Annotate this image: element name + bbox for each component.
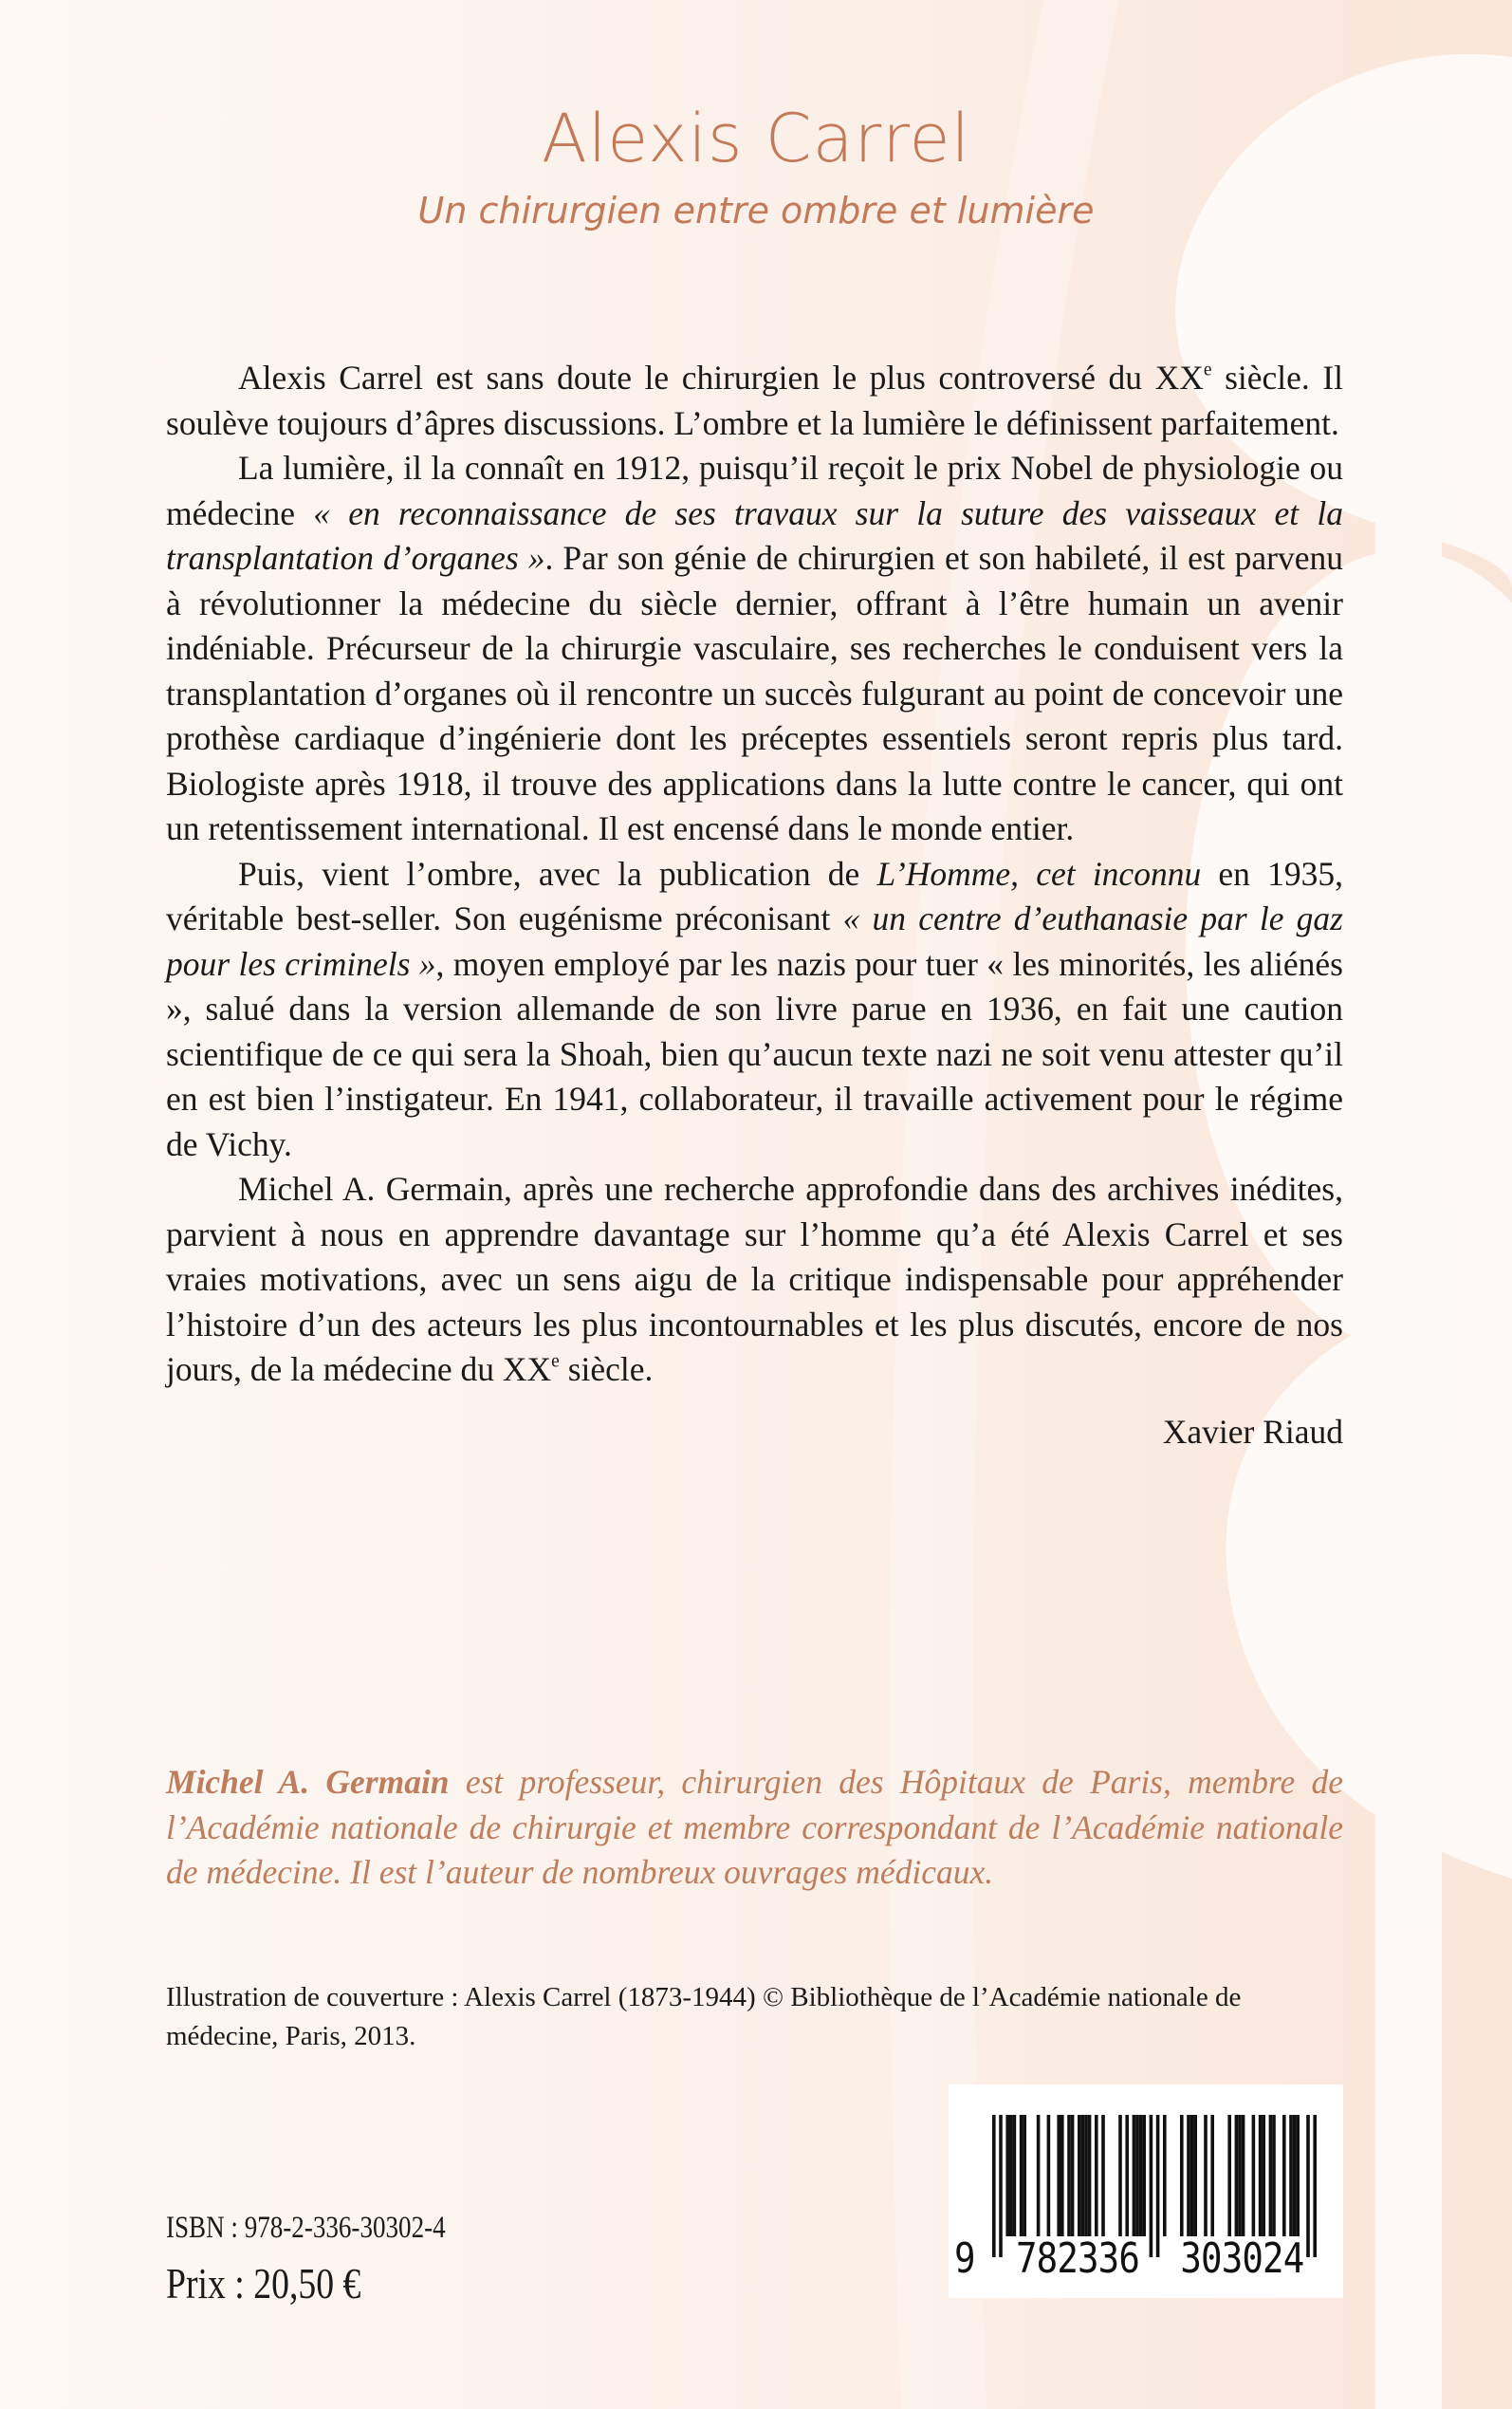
bio-text: est professeur, chirurgien des Hôpitaux de Paris, membre de l’Académie nationale de chirurgie et membre correspondant de l’Académie nationale de médecine. Il est l’auteur de nombreux ouvrages médicaux. xyxy=(166,1763,1343,1891)
quote: « un centre d’euthanasie par le gaz pour les criminels » xyxy=(166,899,1343,983)
superscript: e xyxy=(551,1351,560,1372)
barcode-bar xyxy=(1009,2115,1013,2236)
barcode-bar xyxy=(1020,2115,1023,2236)
barcode-bar xyxy=(1088,2115,1092,2236)
barcode-bar xyxy=(1133,2115,1136,2236)
cover-credit: Illustration de couverture : Alexis Carrel (1873-1944) © Bibliothèque de l’Académie nationale de médecine, Paris, 2013. xyxy=(166,1982,1242,2051)
barcode-bar xyxy=(1296,2115,1300,2236)
barcode-bar xyxy=(1135,2115,1139,2236)
barcode-bar xyxy=(1187,2115,1190,2236)
author-name: Michel A. Germain xyxy=(166,1763,450,1801)
nobel-quote: « en reconnaissance de ses travaux sur la suture des vaisseaux et la transplantation d’organes » xyxy=(166,493,1343,577)
barcode-bar xyxy=(1190,2115,1194,2236)
superscript: e xyxy=(1203,360,1212,380)
barcode-left-digits: 782336 xyxy=(1016,2234,1140,2283)
author-bio xyxy=(166,1760,1343,1896)
barcode-bar xyxy=(1163,2115,1167,2236)
text: La lumière, il la connaît en 1912, puisqu’il reçoit le prix Nobel de physiologie ou médecine xyxy=(166,449,1343,532)
blurb-paragraph-3 xyxy=(166,852,1343,1168)
barcode-bar xyxy=(1180,2115,1184,2236)
book-subtitle: Un chirurgien entre ombre et lumière xyxy=(417,190,1095,232)
barcode-bar xyxy=(1057,2115,1060,2236)
barcode-digits xyxy=(954,2234,1303,2283)
barcode-bar xyxy=(1005,2115,1009,2236)
barcode-bar xyxy=(1293,2115,1297,2236)
barcode xyxy=(949,2085,1343,2298)
barcode-bar xyxy=(1118,2115,1122,2236)
isbn: ISBN : 978-2-336-30302-4 xyxy=(166,2211,446,2245)
barcode-bar xyxy=(1289,2115,1293,2236)
barcode-bar xyxy=(1313,2115,1317,2257)
barcode-bar xyxy=(1252,2115,1256,2236)
barcode-bar xyxy=(1259,2115,1263,2236)
barcode-bar xyxy=(1013,2115,1017,2236)
barcode-bar xyxy=(1269,2115,1273,2236)
barcode-bar xyxy=(1047,2115,1051,2236)
barcode-bar xyxy=(1272,2115,1276,2236)
price: Prix : 20,50 € xyxy=(166,2259,361,2307)
text: , moyen employé par les nazis pour tuer « les minorités, les aliénés », salué dans la version allemande de son livre parue en 1936, en fait une caution scientifique de ce qui sera la Shoah, bien qu’aucun texte nazi ne soit venu attester qu’il en est bien l’instigateur. En 1941, collaborateur, il travaille activement pour le régime de Vichy. xyxy=(166,944,1343,1163)
text: siècle. Il soulève toujours d’âpres discussions. L’ombre et la lumière le définissent parfaitement. xyxy=(166,359,1343,442)
barcode-bar xyxy=(1078,2115,1081,2236)
blurb-paragraph-4 xyxy=(166,1167,1343,1393)
barcode-bar xyxy=(1023,2115,1026,2236)
barcode-bar xyxy=(1193,2115,1197,2236)
barcode-bar xyxy=(1306,2115,1310,2257)
barcode-bar xyxy=(1227,2115,1231,2236)
barcode-bar xyxy=(1101,2115,1105,2236)
barcode-bar xyxy=(1142,2115,1146,2236)
book-title: Alexis Carrel xyxy=(541,100,971,177)
blurb-paragraph-2 xyxy=(166,446,1343,852)
barcode-bar xyxy=(1282,2115,1286,2236)
signature: Xavier Riaud xyxy=(1162,1412,1343,1451)
text: en 1935, véritable best-seller. Son eugénisme préconisant xyxy=(166,854,1343,937)
barcode-first-digit: 9 xyxy=(954,2234,975,2283)
barcode-right-digits: 303024 xyxy=(1180,2234,1304,2283)
text: siècle. xyxy=(559,1350,654,1388)
barcode-bar xyxy=(1081,2115,1085,2236)
barcode-bar xyxy=(1262,2115,1265,2236)
barcode-bar xyxy=(1095,2115,1098,2236)
text: Alexis Carrel est sans doute le chirurgien le plus controversé du XX xyxy=(238,359,1204,397)
barcode-bar xyxy=(1210,2115,1214,2236)
text: . Par son génie de chirurgien et son habileté, il est parvenu à révolutionner la médecine du siècle dernier, offrant à l’être humain un avenir indéniable. Précurseur de la chirurgie vasculaire, ses recherches le conduisent vers la transplantation d’organes où il rencontre un succès fulgurant au point de concevoir une prothèse cardiaque d’ingénierie dont les préceptes essentiels seront repris plus tard. Biologiste après 1918, il trouve des applications dans la lutte contre le cancer, qui ont un retentissement international. Il est encensé dans le monde entier. xyxy=(166,539,1343,847)
barcode-bar xyxy=(1139,2115,1143,2236)
barcode-bar xyxy=(1238,2115,1242,2236)
barcode-bar xyxy=(1071,2115,1075,2236)
barcode-bar xyxy=(1067,2115,1071,2236)
barcode-bar xyxy=(1235,2115,1239,2236)
barcode-bar xyxy=(1204,2115,1208,2236)
text: Puis, vient l’ombre, avec la publication de xyxy=(238,854,877,893)
blurb xyxy=(166,356,1343,1455)
text: Michel A. Germain, après une recherche approfondie dans des archives inédites, parvient à nous en apprendre davantage sur l’homme qu’a été Alexis Carrel et ses vraies motivations, avec un sens aigu de la critique indispensable pour appréhender l’histoire d’un des acteurs les plus incontournables et les plus discutés, encore de nos jours, de la médecine du XX xyxy=(166,1170,1343,1388)
book-reference: L’Homme, cet inconnu xyxy=(876,854,1202,893)
barcode-bar xyxy=(1125,2115,1129,2236)
barcode-bar xyxy=(1242,2115,1245,2236)
blurb-paragraph-1 xyxy=(166,356,1343,446)
barcode-bar xyxy=(1060,2115,1064,2236)
barcode-bar xyxy=(1084,2115,1088,2236)
barcode-bar xyxy=(1037,2115,1041,2236)
